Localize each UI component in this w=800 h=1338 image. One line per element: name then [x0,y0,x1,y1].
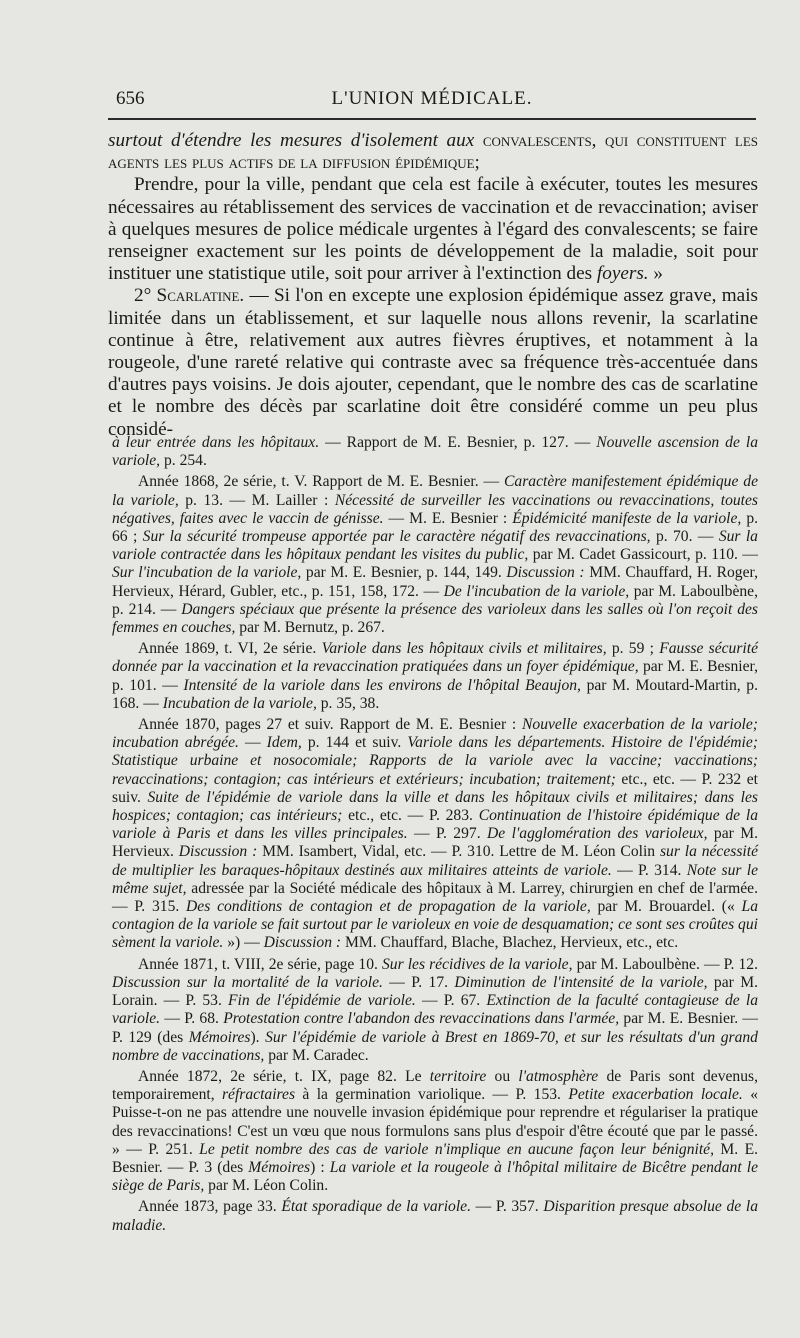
note-text: Année 1871, t. VIII, 2e série, page 10. [138,955,382,973]
note-text: par M. E. Besnier, p. 144, 149. [301,564,507,582]
note-italic: Caractère manifestement épidémique de la variole, [112,473,759,509]
note-text: par M. Lorain. — P. 53. [112,973,758,1010]
footnote-1868 [112,473,758,637]
note-italic: Nouvelle exacerbation de la variole; incubation abrégée. [112,716,758,752]
note-italic: à leur entrée dans les hôpitaux. [112,434,320,451]
note-text: — M. E. Besnier : [383,509,513,527]
note-text: Année 1870, pages 27 et suiv. Rapport de M. E. Besnier : [138,716,522,734]
footnote-1872 [112,1068,758,1195]
note-italic: Sur la sécurité trompeuse apportée par le caractère négatif des revaccinations, [142,528,651,546]
note-text: par M. Brouardel. (« [590,898,742,916]
text-run: » [648,263,663,285]
note-text: p. 144 et suiv. [301,734,408,752]
note-text: par M. Laboulbène, p. 214. — [112,582,758,618]
footnote-1873 [112,1198,758,1234]
note-italic: La variole et la rougeole à l'hôpital militaire de Bicêtre pendant le siège de Paris, [112,1158,758,1195]
note-italic: Sur l'épidémie de variole à Brest en 1869-70, et sur les résultats d'un grand nombre de vaccinations, [112,1028,758,1064]
note-italic: Continuation de l'histoire épidémique de la variole à Paris et dans les villes principales. [112,807,758,843]
note-italic: Fausse sécurité donnée par la vaccination et la revaccination pratiquées dans un foyer épidémique, [112,640,758,676]
note-text: MM. Chauffard, Blache, Blachez, Hervieux, etc., etc. [341,934,679,952]
footnote-1869 [112,640,758,713]
text-italic: surtout d'étendre les mesures d'isolement aux [108,130,475,151]
note-italic: Le petit nombre des cas de variole n'implique en aucune façon leur bénignité, [199,1140,714,1158]
note-italic: réfractaires [221,1086,296,1104]
note-italic: Épidémicité manifeste de la variole, [512,509,742,527]
header-rule [108,118,756,120]
note-text: par M. Caradec. [264,1046,369,1064]
note-italic: Nécessité de surveiller les vaccinations ou revaccinations, toutes négatives, faites avec le vaccin de génisse. [112,491,758,527]
page-number: 656 [116,88,145,109]
section-number: 2° [134,285,157,307]
note-text: — P. 17. [382,973,455,991]
note-italic: Suite de l'épidémie de variole dans la ville et dans les hôpitaux civils et militaires; dans les hospices; contagion; cas intérieurs; [112,788,758,825]
note-text: par M. Hervieux. [112,825,758,861]
note-text: adressée par la Société médicale des hôpitaux à M. Larrey, chirurgien en chef de l'armée. — P. 315. [112,879,758,916]
note-text: Année 1868, 2e série, t. V. Rapport de M. E. Besnier. — [138,473,505,491]
note-italic: Intensité de la variole dans les environs de l'hôpital Beaujon, [183,676,581,694]
note-text: par M. Bernutz, p. 267. [235,619,385,637]
note-text: MM. Chauffard, H. Roger, Hervieux, Hérard, Gubler, etc., p. 151, 158, 172. — [112,564,758,600]
note-text: — P. 68. [160,1010,224,1028]
note-text: M. E. Besnier. — P. 3 (des [112,1140,758,1176]
note-italic: État sporadique de la variole. [281,1198,471,1216]
note-italic: Protestation contre l'abandon des revaccinations dans l'armée, [223,1010,620,1028]
note-italic: Sur l'incubation de la variole, [112,564,302,582]
note-text: par M. Léon Colin. [204,1177,329,1195]
note-italic: Variole dans les hôpitaux civils et militaires, [321,640,607,658]
note-text: — P. 297. [407,825,488,843]
note-text: ou [486,1067,519,1085]
note-italic: Nouvelle ascension de la variole, [112,434,758,470]
note-text: — [238,734,267,752]
paragraph-scarlatine [108,285,758,440]
note-text: « Puisse-t-on ne pas attendre une nouvelle invasion épidémique pour reprendre et régulariser la pratique des revaccinations! C'est un vœu que nous formulons sans plus d'espoir d'être écouté que par le passé. » — P. 251. [112,1086,758,1158]
note-text: par M. E. Besnier. — P. 129 (des [112,1010,759,1046]
page-header [112,86,752,116]
note-text: par M. Cadet Gassicourt, p. 110. — [528,546,758,564]
note-italic: Sur les récidives de la variole, [381,955,573,973]
text-small-caps: convalescents, qui constituent les agents les plus actifs de la diffusion épidémique; [108,130,758,174]
note-text: — Rapport de M. E. Besnier, p. 127. — [319,434,597,451]
note-text: par M. Moutard-Martin, p. 168. — [112,676,758,712]
note-italic: Incubation de la variole, [162,694,317,712]
text-run: — Si l'on en excepte une explosion épidémique assez grave, mais limitée dans un établissement, et sur laquelle nous allons revenir, la scarlatine continue à être, relativement aux autres fièvres éruptives, et notamment à la rougeole, d'une rareté relative qui contraste avec sa fréquence très-accentuée dans d'autres pays voisins. Je dois ajouter, cependant, que le nombre des cas de scarlatine et le nombre des décès par scarlatine doit être considéré comme un peu plus considé- [108,285,758,440]
note-italic: Discussion : [263,934,342,952]
note-text: p. 66 ; [112,509,759,546]
note-text: Année 1873, page 33. [138,1198,282,1216]
note-italic: Mémoires [248,1158,311,1176]
note-text: etc., etc. — P. 232 et suiv. [112,770,758,806]
note-text: p. 70. — [650,528,719,546]
note-italic: Mémoires [188,1028,251,1046]
note-italic: Discussion : [506,564,585,582]
note-text: ») — [223,934,264,952]
note-italic: Petite exacerbation locale. [568,1086,743,1104]
note-text: — P. 67. [415,992,487,1010]
note-text: p. 35, 38. [316,694,380,712]
note-text: — P. 357. [471,1198,544,1216]
note-italic: Dangers spéciaux que présente la présence des varioleux dans les salles où l'on reçoit des femmes en couches, [112,600,758,637]
running-title: L'UNION MÉDICALE. [331,88,533,109]
note-italic: La contagion de la variole se fait surtout par le varioleux en voie de desquamation; ce sont ses croûtes qui sèment la variole. [112,898,758,952]
note-italic: Discussion : [178,843,258,861]
footnote-1870 [112,716,758,953]
footnotes [112,434,758,1238]
note-italic: De l'agglomération des varioleux, [487,825,708,843]
note-italic: sur la nécessité de multiplier les baraques-hôpitaux destinés aux militaires atteints de variole. [112,843,758,879]
paragraph-isolement [108,130,758,174]
note-text: MM. Isambert, Vidal, etc. — P. 310. Lettre de M. Léon Colin [257,843,660,861]
note-italic: Fin de l'épidémie de variole. [228,992,416,1010]
note-italic: Disparition presque absolue de la maladie. [112,1198,758,1234]
note-text: ). [250,1028,266,1046]
note-italic: De l'incubation de la variole, [443,582,630,600]
note-text: p. 59 ; [606,640,660,658]
note-text: par M. Laboulbène. — P. 12. [572,955,758,973]
note-italic: Idem, [266,734,302,752]
text-italic: foyers. [596,263,649,285]
main-text [108,130,758,441]
note-text: p. 13. — M. Lailler : [178,491,335,509]
note-text: etc., etc. — P. 283. [342,807,479,825]
note-italic: territoire [429,1067,487,1085]
note-italic: Discussion sur la mortalité de la variole. [112,973,383,991]
footnote-1871 [112,956,758,1065]
note-text: de Paris sont devenus, temporairement, [112,1067,758,1104]
note-italic: Variole dans les départements. Histoire de l'épidémie; Statistique urbaine et nosocomiale; Rapports de la variole avec la vaccine; vaccinations; revaccinations; contagion; cas intérieurs et extérieurs; incubation; traitement; [112,734,758,788]
note-text: à la germination variolique. — P. 153. [295,1086,569,1104]
paragraph-prendre [108,174,758,285]
note-text: par M. E. Besnier, p. 101. — [112,658,758,694]
note-text: — P. 314. [611,861,687,879]
footnote-continuation [112,434,758,470]
note-text: ) : [310,1158,330,1176]
note-text: Année 1869, t. VI, 2e série. [138,640,322,658]
note-italic: Des conditions de contagion et de propagation de la variole, [186,898,591,916]
note-italic: Extinction de la faculté contagieuse de la variole. [112,992,758,1028]
note-italic: Note sur le même sujet, [112,861,759,897]
note-italic: l'atmosphère [518,1067,599,1085]
note-text: Année 1872, 2e série, t. IX, page 82. Le [138,1067,430,1085]
text-run: Prendre, pour la ville, pendant que cela est facile à exécuter, toutes les mesures nécessaires au rétablissement des services de vaccination et de revaccination; aviser à quelques mesures de police médicale urgentes à l'égard des convalescents; se faire renseigner exactement sur les points de développement de la maladie, soit pour instituer une statistique utile, soit pour arriver à l'extinction des [108,174,758,285]
note-italic: Sur la variole contractée dans les hôpitaux pendant les visites du public, [112,528,758,564]
note-italic: Diminution de l'intensité de la variole, [454,973,708,991]
section-heading: Scarlatine. [156,285,245,307]
note-text: p. 254. [160,452,207,470]
